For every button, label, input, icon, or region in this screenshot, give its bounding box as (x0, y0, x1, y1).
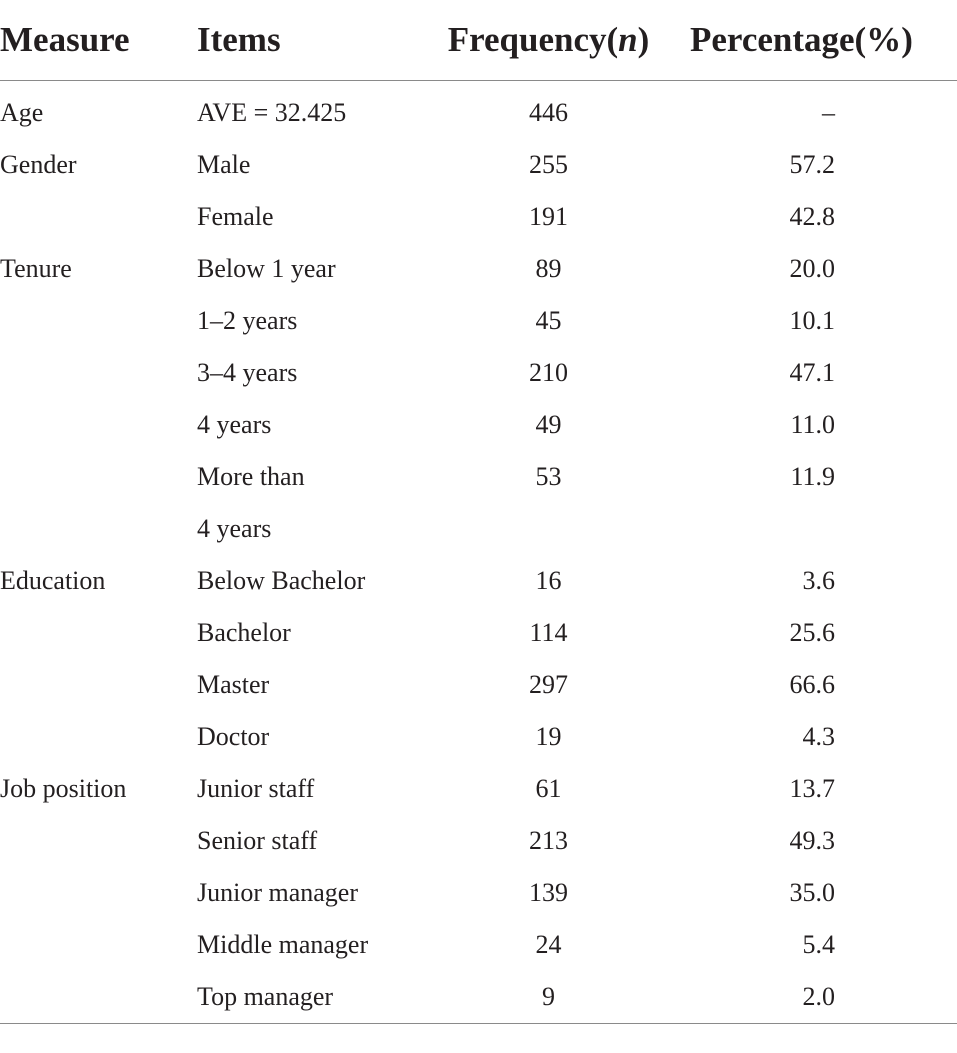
table-row (0, 243, 957, 295)
item-cell: Junior manager (197, 877, 359, 907)
item-cell: Junior staff (197, 773, 315, 803)
measure-cell (0, 607, 197, 659)
frequency-cell: 45 (535, 305, 562, 335)
percentage-cell: 57.2 (789, 149, 835, 179)
frequency-cell: 139 (529, 877, 568, 907)
item-cell: 1–2 years (197, 305, 298, 335)
percentage-cell: 11.0 (790, 409, 835, 439)
measure-cell: Tenure (0, 253, 72, 283)
table-row (0, 815, 957, 867)
table-row (0, 555, 957, 607)
percentage-cell: 5.4 (802, 929, 835, 959)
item-cell: Female (197, 201, 274, 231)
table-row (0, 347, 957, 399)
measure-cell (0, 971, 197, 1024)
item-cell: Master (197, 669, 270, 699)
measure-cell (0, 815, 197, 867)
measure-cell (0, 503, 197, 555)
measure-cell (0, 295, 197, 347)
percentage-cell: 3.6 (802, 565, 835, 595)
table-row (0, 87, 957, 139)
frequency-cell: 89 (535, 253, 562, 283)
table-row (0, 607, 957, 659)
measure-cell: Education (0, 565, 106, 595)
measure-cell: Age (0, 97, 44, 127)
header-items: Items (197, 0, 422, 81)
table-row (0, 139, 957, 191)
measure-cell: Gender (0, 149, 77, 179)
item-cell: Senior staff (197, 825, 318, 855)
table-row (0, 503, 957, 555)
measure-cell (0, 711, 197, 763)
frequency-cell: 297 (529, 669, 568, 699)
table-header (0, 0, 957, 81)
table-row (0, 971, 957, 1024)
table-row (0, 295, 957, 347)
frequency-cell: 53 (535, 461, 562, 491)
percentage-cell: 13.7 (789, 773, 835, 803)
frequency-cell: 191 (529, 201, 568, 231)
measure-cell (0, 919, 197, 971)
percentage-cell: 20.0 (789, 253, 835, 283)
table-row (0, 191, 957, 243)
table-body (0, 81, 957, 1024)
frequency-cell: 49 (535, 409, 562, 439)
percentage-cell: 47.1 (789, 357, 835, 387)
table-row (0, 763, 957, 815)
frequency-cell: 446 (529, 97, 568, 127)
header-measure: Measure (0, 0, 197, 81)
percentage-cell: 4.3 (802, 721, 835, 751)
header-frequency-suffix: ) (637, 20, 650, 59)
frequency-cell: 9 (422, 971, 655, 1024)
item-cell: Bachelor (197, 617, 291, 647)
frequency-cell: 114 (529, 617, 568, 647)
table-row (0, 451, 957, 503)
measure-cell (0, 191, 197, 243)
table-row (0, 867, 957, 919)
percentage-cell: 25.6 (789, 617, 835, 647)
item-cell: Below Bachelor (197, 565, 366, 595)
header-frequency (422, 0, 655, 81)
item-cell: Middle manager (197, 929, 369, 959)
item-cell: Doctor (197, 721, 270, 751)
percentage-cell (655, 503, 957, 555)
percentage-cell: – (822, 97, 835, 127)
frequency-cell: 16 (535, 565, 562, 595)
measure-cell (0, 347, 197, 399)
header-frequency-prefix: Frequency( (447, 20, 619, 59)
percentage-cell: 11.9 (790, 461, 835, 491)
frequency-cell: 213 (529, 825, 568, 855)
item-cell: Male (197, 149, 251, 179)
percentage-cell: 10.1 (789, 305, 835, 335)
item-cell: 4 years (197, 513, 272, 543)
table-row (0, 919, 957, 971)
percentage-cell: 42.8 (789, 201, 835, 231)
table-row (0, 711, 957, 763)
frequency-cell: 255 (529, 149, 568, 179)
table-row (0, 659, 957, 711)
item-cell: Below 1 year (197, 253, 336, 283)
measure-cell: Job position (0, 773, 127, 803)
header-frequency-var: n (618, 20, 638, 59)
percentage-cell: 49.3 (789, 825, 835, 855)
percentage-cell: 66.6 (789, 669, 835, 699)
item-cell: More than (197, 461, 305, 491)
item-cell: 4 years (197, 409, 272, 439)
frequency-cell (422, 503, 655, 555)
frequency-cell: 61 (535, 773, 562, 803)
measure-cell (0, 451, 197, 503)
measure-cell (0, 399, 197, 451)
measure-cell (0, 659, 197, 711)
item-cell: 3–4 years (197, 357, 298, 387)
percentage-cell: 2.0 (655, 971, 957, 1024)
item-cell: AVE = 32.425 (197, 97, 347, 127)
header-row (0, 0, 957, 81)
measure-cell (0, 867, 197, 919)
table-row (0, 399, 957, 451)
frequency-cell: 24 (535, 929, 562, 959)
frequency-cell: 19 (535, 721, 562, 751)
item-cell: Top manager (197, 971, 422, 1024)
frequency-cell: 210 (529, 357, 568, 387)
header-percentage: Percentage(%) (655, 0, 957, 81)
percentage-cell: 35.0 (789, 877, 835, 907)
